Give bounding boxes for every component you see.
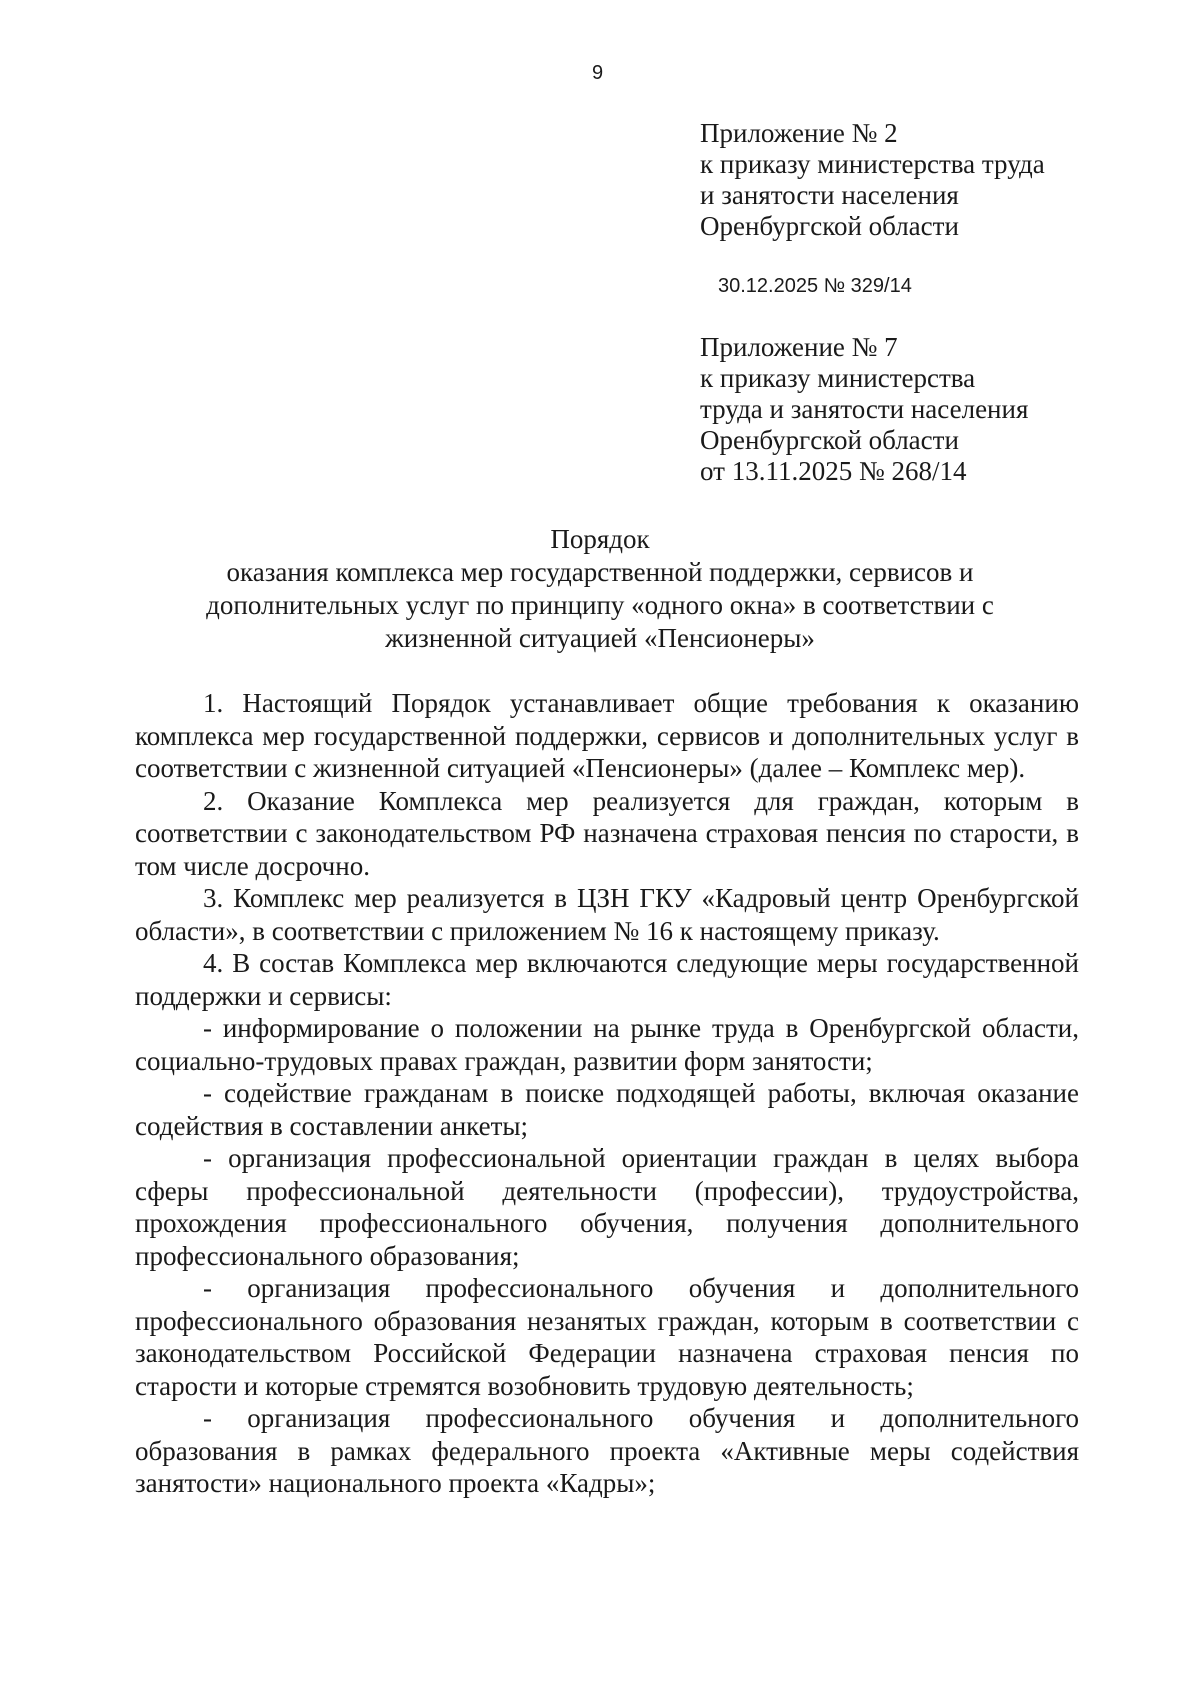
title-line: оказания комплекса мер государственной поддержки, сервисов и [226,557,974,587]
list-item: - содействие гражданам в поиске подходящей работы, включая оказание содействия в составлении анкеты; [135,1078,1079,1141]
appendix-7-header [700,332,1028,487]
appendix-7-line: от 13.11.2025 № 268/14 [700,456,967,486]
appendix-2-header [700,118,1045,242]
page-number: 9 [592,62,604,84]
appendix-7-line: к приказу министерства [700,363,976,393]
document-title [130,523,1070,655]
list-item: - организация профессиональной ориентации граждан в целях выбора сферы профессиональной деятельности (профессии), трудоустройства, прохождения профессионального обучения, получения дополнительного профессионального образования; [135,1143,1079,1271]
list-item: - информирование о положении на рынке труда в Оренбургской области, социально-трудовых правах граждан, развитии форм занятости; [135,1013,1079,1076]
appendix-2-date-number: 30.12.2025 № 329/14 [718,275,912,297]
title-line: жизненной ситуацией «Пенсионеры» [385,623,815,653]
title-heading: Порядок [550,524,650,554]
appendix-7-line: труда и занятости населения [700,394,1029,424]
list-item: - организация профессионального обучения и дополнительного профессионального образования незанятых граждан, которым в соответствии с законодательством Российской Федерации назначена страховая пенсия по старости и которые стремятся возобновить трудовую деятельность; [135,1273,1079,1401]
appendix-2-line: и занятости населения [700,180,959,210]
paragraph: 4. В состав Комплекса мер включаются следующие меры государственной поддержки и сервисы: [135,948,1079,1011]
appendix-7-line: Приложение № 7 [700,332,898,362]
appendix-2-line: к приказу министерства труда [700,149,1045,179]
appendix-2-line: Оренбургской области [700,211,959,241]
appendix-2-line: Приложение № 2 [700,118,898,148]
title-line: дополнительных услуг по принципу «одного окна» в соответствии с [206,590,994,620]
paragraph: 3. Комплекс мер реализуется в ЦЗН ГКУ «Кадровый центр Оренбургской области», в соответствии с приложением № 16 к настоящему приказу. [135,883,1079,946]
appendix-7-line: Оренбургской области [700,425,959,455]
document-body [135,687,1079,1500]
list-item: - организация профессионального обучения и дополнительного образования в рамках федерального проекта «Активные меры содействия занятости» национального проекта «Кадры»; [135,1403,1079,1498]
paragraph: 2. Оказание Комплекса мер реализуется для граждан, которым в соответствии с законодательством РФ назначена страховая пенсия по старости, в том числе досрочно. [135,785,1079,881]
paragraph: 1. Настоящий Порядок устанавливает общие требования к оказанию комплекса мер государственной поддержки, сервисов и дополнительных услуг в соответствии с жизненной ситуацией «Пенсионеры» (далее – Комплекс мер). [135,688,1079,783]
